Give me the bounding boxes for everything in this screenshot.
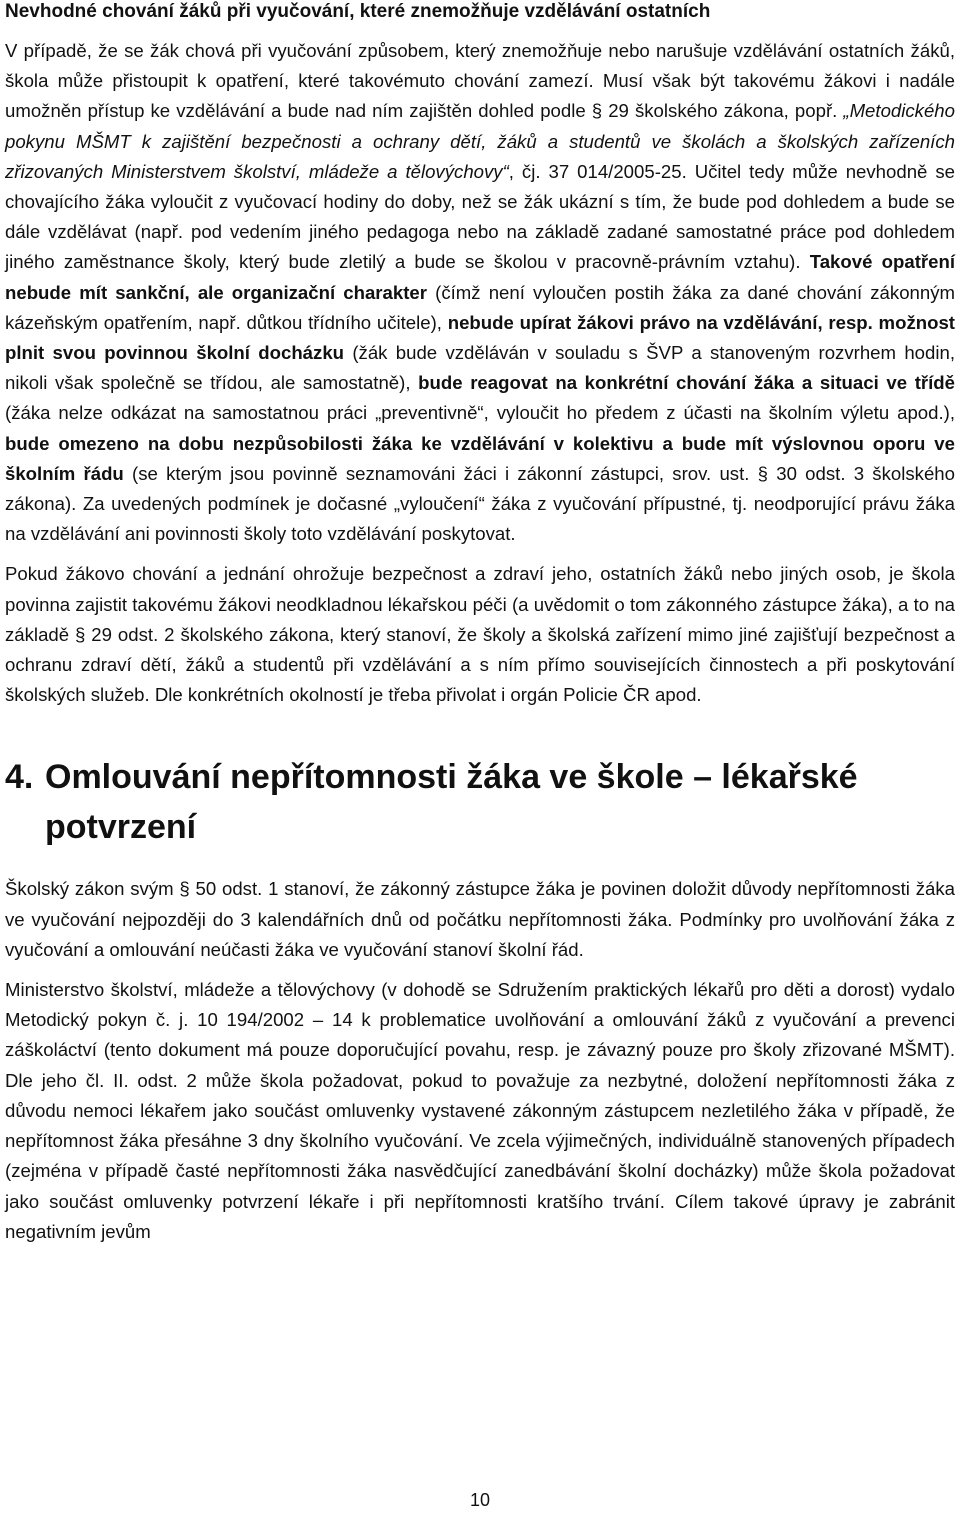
paragraph-ministry-guideline: Ministerstvo školství, mládeže a tělovýchovy (v dohodě se Sdružením praktických lékařů pro děti a dorost) vydalo Metodický pokyn č. j. 10 194/2002 – 14 k problematice uvolňování a omlouvání žáků z vyučování a prevenci záškoláctví (tento dokument má pouze doporučující povahu, resp. je závazný pouze pro školy zřizované MŠMT). Dle jeho čl. II. odst. 2 může škola požadovat, pokud to považuje za nezbytné, doložení nepřítomnosti žáka z důvodu nemoci lékařem jako součást omluvenky vystavené zákonným zástupcem nezletilého žáka v případě, že nepřítomnost žáka přesáhne 3 dny školního vyučování. Ve zcela výjimečných, individuálně stanovených případech (zejména v případě časté nepřítomnosti žáka nasvědčující zanedbávání školní docházky) může škola požadovat jako součást omluvenky potvrzení lékaře i při nepřítomnosti kratšího trvání. Cílem takové úpravy je zabránit negativním jevům: [5, 979, 955, 1242]
section-title: Omlouvání nepřítomnosti žáka ve škole – lékařské potvrzení: [45, 758, 858, 847]
subsection-heading: Nevhodné chování žáků při vyučování, které znemožňuje vzdělávání ostatních: [5, 1, 711, 22]
bold-emphasis: nebude upírat žákovi právo na vzdělávání, resp. možnost plnit svou povinnou školní docházku: [5, 311, 955, 364]
paragraph-safety: Pokud žákovo chování a jednání ohrožuje bezpečnost a zdraví jeho, ostatních žáků nebo jiných osob, je škola povinna zajistit takovému žákovi neodkladnou lékařskou péči (a uvědomit o tom zákonného zástupce žáka), a to na základě § 29 odst. 2 školského zákona, který stanoví, že školy a školská zařízení mimo jiné zajišťují bezpečnost a ochranu zdraví dětí, žáků a studentů při vzdělávání a s ním přímo souvisejících činnostech a při poskytování školských služeb. Dle konkrétních okolností je třeba přivolat i orgán Policie ČR apod.: [5, 563, 955, 706]
bold-emphasis: bude omezeno na dobu nezpůsobilosti žáka ke vzdělávání v kolektivu a bude mít výslovnou oporu ve školním řádu: [5, 432, 955, 484]
paragraph-school-law: Školský zákon svým § 50 odst. 1 stanoví, že zákonný zástupce žáka je povinen doložit důvody nepřítomnosti žáka ve vyučování nejpozději do 3 kalendářních dnů od počátku nepřítomnosti žáka. Podmínky pro uvolňování žáka z vyučování a omlouvání neúčasti žáka ve vyučování stanoví školní řád.: [5, 878, 955, 960]
text-run: V případě, že se žák chová při vyučování způsobem, který znemožňuje nebo narušuje vzdělávání ostatních žáků, škola může přistoupit k opatření, které takovémuto chování zamezí. Musí však být takovému žákovi i nadále umožněn přístup ke vzdělávání a bude nad ním zajištěn dohled podle § 29 školského zákona, popř.: [5, 40, 955, 122]
page-number: 10: [469, 1490, 491, 1510]
italic-citation: „Metodického pokynu MŠMT k zajištění bezpečnosti a ochrany dětí, žáků a studentů ve školách a školských zařízeních zřizovaných Ministerstvem školství, mládeže a tělovýchovy“: [5, 100, 955, 182]
document-page: [5, 0, 955, 1247]
text-run: (žáka nelze odkázat na samostatnou práci „preventivně“, vyloučit ho předem z účasti na školním výletu apod.),: [5, 402, 955, 424]
bold-emphasis: bude reagovat na konkrétní chování žáka a situaci ve třídě: [418, 372, 955, 394]
paragraph-disruptive-behavior: [5, 36, 955, 549]
bold-emphasis: Takové opatření nebude mít sankční, ale organizační charakter: [5, 251, 955, 303]
section-number: 4.: [5, 758, 34, 797]
text-run: (čímž není vyloučen postih žáka za dané chování zákonným kázeňským opatřením, např. důtkou třídního učitele),: [5, 281, 955, 333]
text-run: , čj. 37 014/2005-25. Učitel tedy může nevhodně se chovajícího žáka vyloučit z vyučovací hodiny do doby, než se žák ukázní s tím, že bude pod dohledem a bude se dále vzdělávat (např. pod vedením jiného pedagoga nebo na základě zadané samostatné práce pod dohledem jiného zaměstnance školy, který bude zletilý a bude se školou v pracovně-právním vztahu).: [5, 160, 955, 273]
text-run: (se kterým jsou povinně seznamováni žáci i zákonní zástupci, srov. ust. § 30 odst. 3 školského zákona). Za uvedených podmínek je dočasné „vyloučení“ žáka z vyučování přípustné, tj. neodporující právu žáka na vzdělávání ani povinnosti školy toto vzdělávání poskytovat.: [5, 462, 955, 545]
section-heading: [5, 752, 955, 852]
text-run: (žák bude vzděláván v souladu s ŠVP a stanoveným rozvrhem hodin, nikoli však společně se třídou, ale samostatně),: [5, 342, 955, 394]
